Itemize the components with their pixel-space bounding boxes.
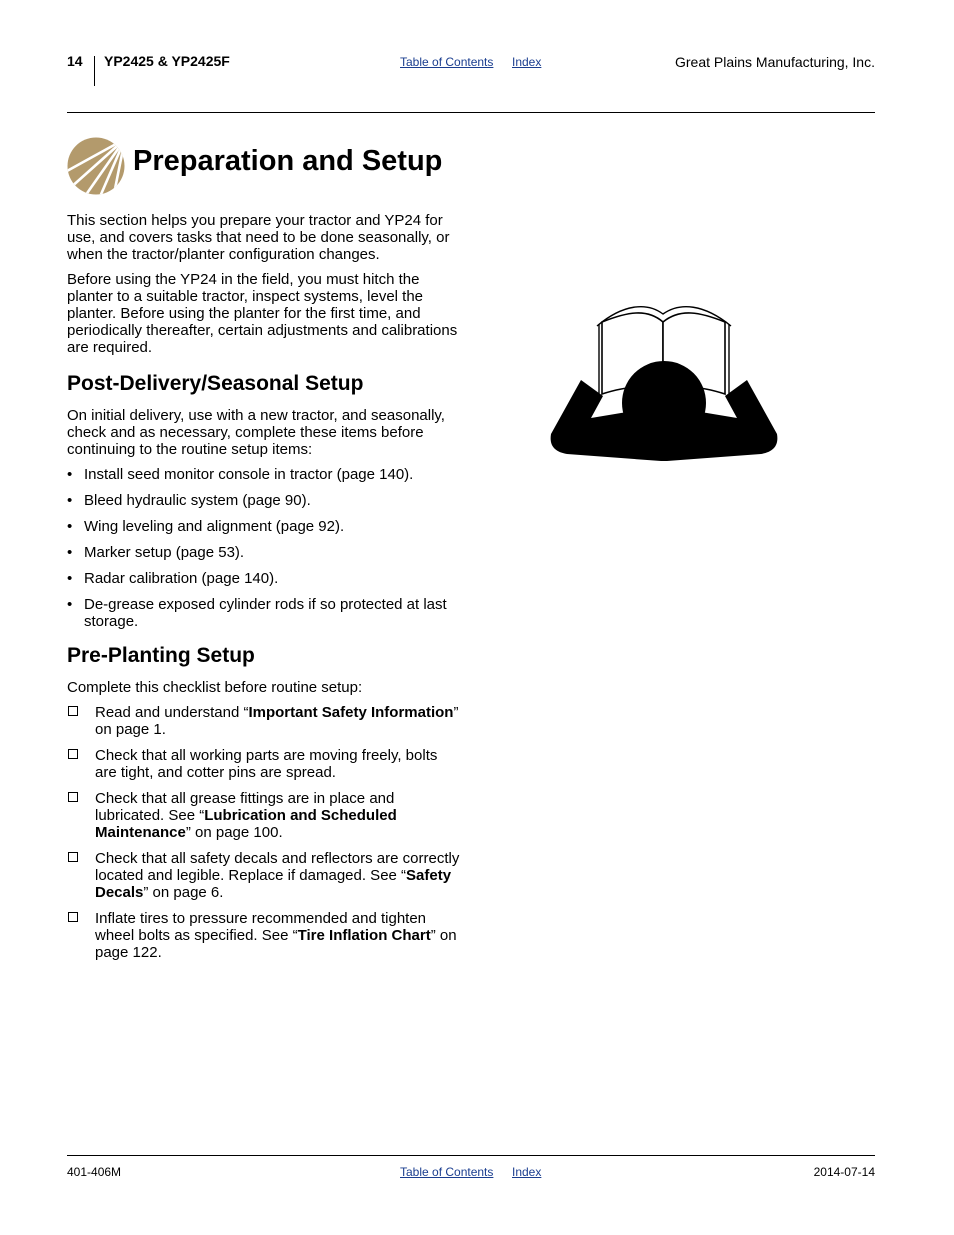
- checkbox-icon[interactable]: [68, 852, 78, 862]
- person-reading-manual-icon: [547, 300, 781, 466]
- bullet-icon: •: [67, 466, 73, 483]
- header-toc-link[interactable]: Table of Contents: [400, 55, 494, 69]
- list-item: • Wing leveling and alignment (page 92).: [67, 518, 345, 535]
- footer-rule: [67, 1155, 875, 1156]
- bullet-icon: •: [67, 596, 73, 613]
- list-item: • Radar calibration (page 140).: [67, 570, 279, 587]
- list-item: • Bleed hydraulic system (page 90).: [67, 492, 311, 509]
- document-number: 401-406M: [67, 1165, 122, 1179]
- page-number: 14: [67, 53, 83, 69]
- checklist-item: Check that all safety decals and reflectors are correctly located and legible. Replace if damaged. See “Safety Decals” on page 6.: [67, 850, 462, 901]
- bullet-icon: •: [67, 492, 73, 509]
- pre-planting-heading: Pre-Planting Setup: [67, 644, 255, 667]
- bullet-icon: •: [67, 570, 73, 587]
- section-title: Preparation and Setup: [133, 145, 443, 177]
- checklist-item: Check that all working parts are moving freely, bolts are tight, and cotter pins are spread.: [67, 747, 462, 781]
- header-divider: [94, 56, 95, 86]
- header-rule: [67, 112, 875, 113]
- checklist-item: Read and understand “Important Safety Information” on page 1.: [67, 704, 462, 738]
- list-item: • Install seed monitor console in tractor (page 140).: [67, 466, 414, 483]
- checkbox-icon[interactable]: [68, 706, 78, 716]
- bullet-icon: •: [67, 544, 73, 561]
- checklist-item: Check that all grease fittings are in place and lubricated. See “Lubrication and Scheduled Maintenance” on page 100.: [67, 790, 462, 841]
- post-delivery-intro: On initial delivery, use with a new tractor, and seasonally, check and as necessary, complete these items before continuing to the routine setup items:: [67, 407, 445, 458]
- list-item: • Marker setup (page 53).: [67, 544, 245, 561]
- checkbox-icon[interactable]: [68, 749, 78, 759]
- footer-index-link[interactable]: Index: [512, 1165, 542, 1179]
- publication-date: 2014-07-14: [813, 1165, 875, 1179]
- company-name: Great Plains Manufacturing, Inc.: [675, 54, 875, 70]
- header-index-link[interactable]: Index: [512, 55, 542, 69]
- bullet-icon: •: [67, 518, 73, 535]
- checklist-item: Inflate tires to pressure recommended and tighten wheel bolts as specified. See “Tire Inflation Chart” on page 122.: [67, 910, 462, 961]
- intro-paragraph-2: Before using the YP24 in the field, you must hitch the planter to a suitable tractor, inspect systems, level the planter. Before using the planter for the first time, and periodically thereafter, certain adjustments and calibrations are required.: [67, 271, 458, 356]
- model-name: YP2425 & YP2425F: [104, 53, 230, 69]
- list-item: • De-grease exposed cylinder rods if so protected at last storage.: [67, 596, 447, 630]
- checkbox-icon[interactable]: [68, 912, 78, 922]
- footer-toc-link[interactable]: Table of Contents: [400, 1165, 494, 1179]
- sunrise-logo-icon: [67, 137, 125, 195]
- post-delivery-list: [67, 466, 462, 639]
- checkbox-icon[interactable]: [68, 792, 78, 802]
- post-delivery-heading: Post-Delivery/Seasonal Setup: [67, 372, 364, 395]
- pre-planting-checklist: [67, 704, 462, 970]
- intro-paragraph-1: This section helps you prepare your tractor and YP24 for use, and covers tasks that need to be done seasonally, or when the tractor/planter configuration changes.: [67, 212, 450, 263]
- pre-planting-intro: Complete this checklist before routine setup:: [67, 679, 363, 696]
